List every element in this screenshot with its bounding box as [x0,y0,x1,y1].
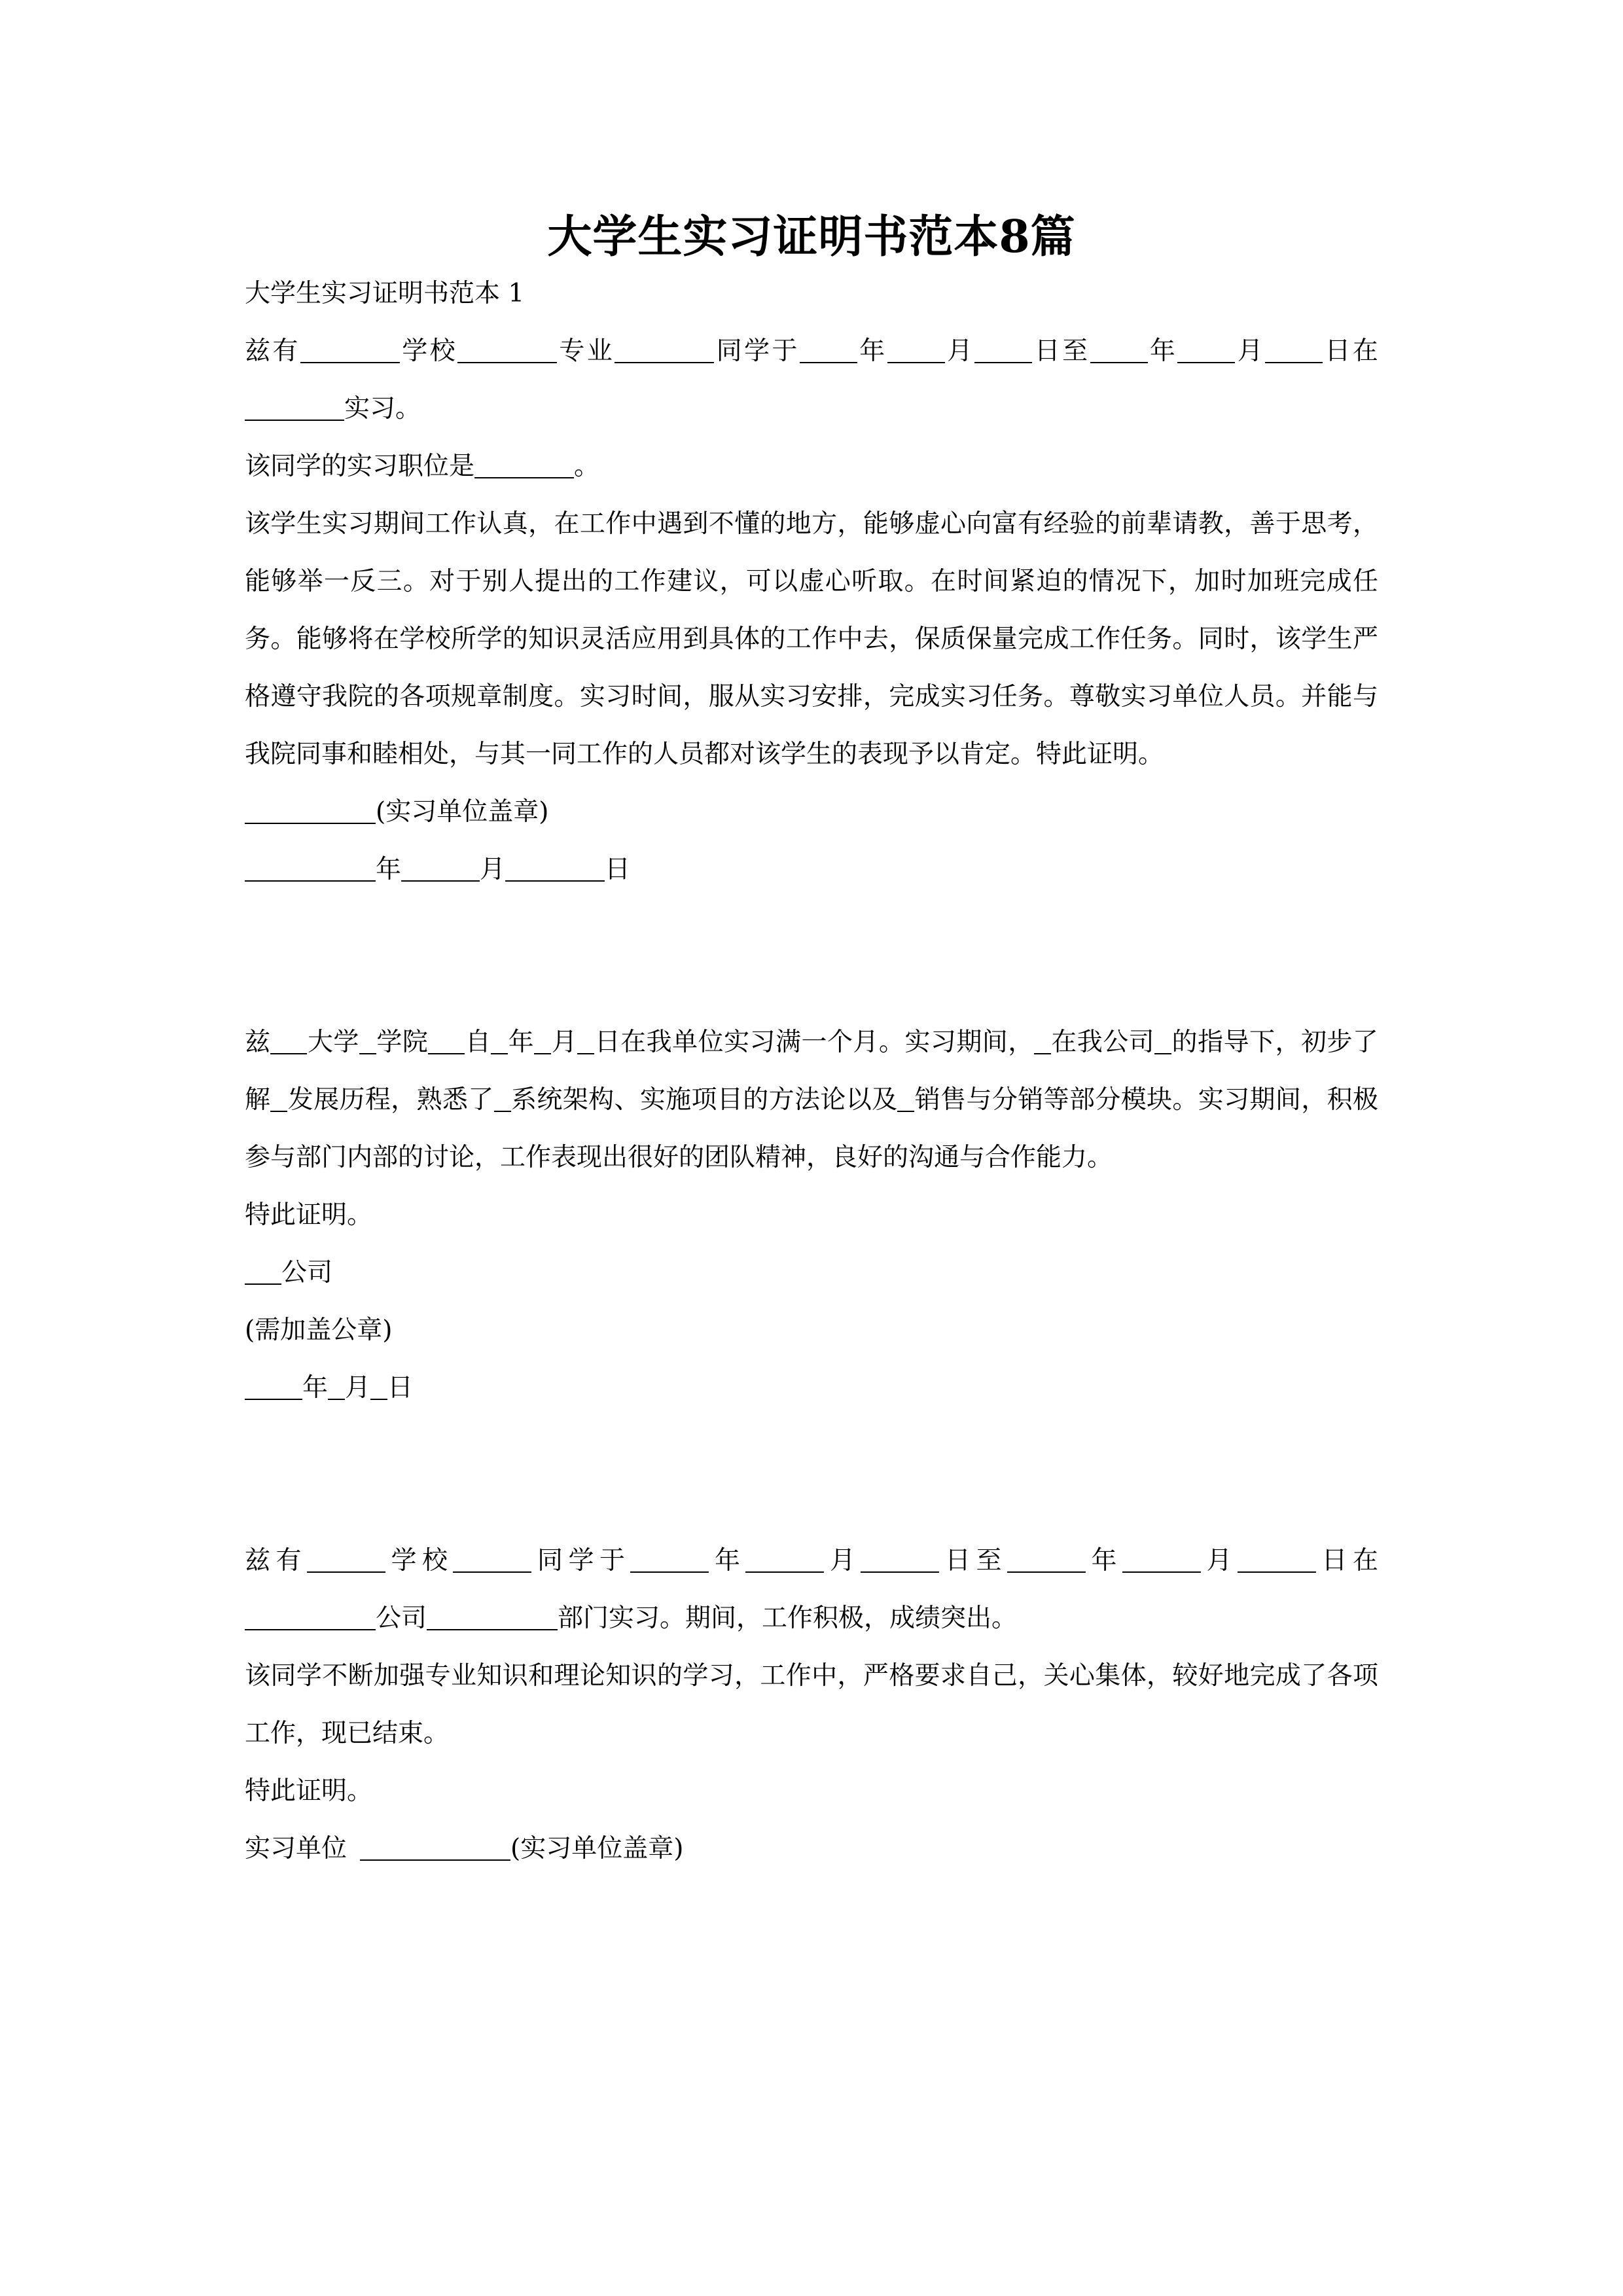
blank-internship-place[interactable] [245,393,344,421]
blank-university[interactable] [270,1027,307,1054]
blank-school3[interactable] [307,1545,385,1573]
sample2-line1-h: 在我公司 [1050,1028,1155,1057]
blank-department3[interactable] [427,1603,558,1630]
blank-sign-month[interactable] [401,854,480,882]
blank-sign-month2[interactable] [328,1372,345,1400]
sample2-line1-j: 发展历程，熟悉了 [287,1085,494,1115]
blank-sign-year[interactable] [245,854,376,882]
blank-end-year3[interactable] [1007,1545,1086,1573]
sample3-line1-b: 学校 [385,1546,454,1575]
sample1-line2-b: 月 [1235,336,1266,366]
sample1-date-month: 月 [480,855,506,884]
sample1-date-year: 年 [376,855,402,884]
sample2-line1-a: 兹 [245,1028,271,1057]
blank-month2[interactable] [534,1027,551,1054]
sample1-line1-f: 月 [944,336,975,366]
blank-year2[interactable] [491,1027,508,1054]
sample3-line1-a: 兹有 [245,1546,307,1575]
sample2-line1-c: 学院 [376,1028,429,1057]
sample2-line1-b: 大学 [307,1028,359,1057]
blank-start-day[interactable] [974,336,1032,363]
blank-start-day3[interactable] [861,1545,939,1573]
sample1-line2-c: 日在 [1323,336,1378,366]
blank-end-day3[interactable] [1238,1545,1316,1573]
sample1-line1-d: 同学于 [714,336,800,366]
sample1-date-day: 日 [605,855,631,884]
sample2-line1-i: 的指导下，初步了解 [245,1028,1378,1115]
blank-unit3[interactable] [360,1833,510,1861]
blank-student2[interactable] [428,1027,465,1054]
sample3-line1-g: 年 [1085,1546,1122,1575]
blank-day2[interactable] [577,1027,594,1054]
sample3-unit-line [245,1820,1378,1878]
sample2-line1-k: 系统架构、实施项目的方法论以及 [510,1085,898,1115]
blank-mentor2[interactable] [1154,1027,1171,1054]
blank-start-year[interactable] [800,336,857,363]
sample3-line1-h: 月 [1200,1546,1238,1575]
sample1-line1-c: 专业 [556,336,615,366]
sample2-date-line [245,1359,1378,1417]
sample2-body-paragraph [245,1014,1378,1187]
blank-intern-name2[interactable] [1034,1027,1051,1054]
section-gap-1 [245,899,1378,1014]
sample3-line1-d: 年 [709,1546,746,1575]
blank-student3[interactable] [453,1545,531,1573]
sample2-date-month: 月 [345,1373,371,1403]
sample1-line1-e: 年 [857,336,887,366]
sample1-seal-note: (实习单位盖章) [376,797,549,827]
sample1-body-paragraph: 该学生实习期间工作认真，在工作中遇到不懂的地方，能够虚心向富有经验的前辈请教，善于思考，能够举一反三。对于别人提出的工作建议，可以虚心听取。在时间紧迫的情况下，加时加班完成任务。能够将在学校所学的知识灵活应用到具体的工作中去，保质保量完成工作任务。同时，该学生严格遵守我院的各项规章制度。实习时间，服从实习安排，完成实习任务。尊敬实习单位人员。并能与我院同事和睦相处，与其一同工作的人员都对该学生的表现予以肯定。特此证明。 [245,509,1378,769]
blank-start-month3[interactable] [745,1545,824,1573]
sample2-line1-g: 日在我单位实习满一个月。实习期间， [594,1028,1034,1057]
sample3-line1-c: 同学于 [531,1546,631,1575]
sample3-unit-label: 实习单位 [245,1834,348,1863]
blank-company2[interactable] [245,1257,281,1285]
sample3-unit-seal: (实习单位盖章) [510,1834,684,1863]
blank-seal-unit[interactable] [245,797,376,824]
sample3-body-paragraph: 该同学不断加强专业知识和理论知识的学习，工作中，严格要求自己，关心集体，较好地完成了各项工作，现已结束。 [245,1661,1378,1748]
sample1-date-line [245,841,1378,899]
sample2-company-line [245,1244,1378,1302]
blank-end-year[interactable] [1090,336,1148,363]
blank-college[interactable] [359,1027,376,1054]
blank-system2[interactable] [494,1085,511,1112]
sample3-line1-i: 日在 [1315,1546,1378,1575]
page-title: 大学生实习证明书范本8篇 [547,211,1076,263]
blank-start-year3[interactable] [630,1545,709,1573]
sample1-line1-a: 兹有 [245,336,300,366]
sample2-line1-f: 月 [551,1028,578,1057]
sample2-line1-e: 年 [508,1028,535,1057]
sample3-line1-f: 日至 [939,1546,1007,1575]
sample1-heading-text: 大学生实习证明书范本 1 [245,279,525,308]
blank-major[interactable] [457,336,557,363]
document-body [245,0,1378,1878]
blank-student-name[interactable] [615,336,714,363]
sample1-line2-d: 实习。 [344,394,421,423]
section-gap-2 [245,1417,1378,1532]
sample1-intro-paragraph [245,323,1378,438]
sample3-line2-b: 部门实习。期间，工作积极，成绩突出。 [558,1604,1018,1633]
sample1-line1-g: 日至 [1032,336,1090,366]
blank-module2[interactable] [897,1085,914,1112]
sample2-date-day: 日 [387,1373,414,1403]
sample2-line1-l: 销售与分销等部分模块。实习期间，积极参与部门内部的讨论，工作表现出很好的团队精神，良好的沟通与合作能力。 [245,1085,1378,1172]
blank-sign-day[interactable] [505,854,605,882]
sample1-line1-b: 学校 [399,336,457,366]
sample3-certify-line: 特此证明。 [245,1776,373,1806]
blank-start-month[interactable] [887,336,945,363]
blank-position[interactable] [474,451,574,478]
sample2-line1-d: 自 [465,1028,491,1057]
blank-school-name[interactable] [300,336,400,363]
blank-end-month[interactable] [1177,336,1235,363]
blank-sign-day2[interactable] [370,1372,387,1400]
sample1-heading [245,265,1378,323]
sample3-line2-a: 公司 [376,1604,427,1633]
blank-company3[interactable] [245,1603,376,1630]
sample3-line1-e: 月 [824,1546,861,1575]
sample2-certify-line: 特此证明。 [245,1200,373,1230]
sample2-seal-note: (需加盖公章) [245,1316,393,1345]
blank-end-day[interactable] [1265,336,1323,363]
sample1-position-label: 该同学的实习职位是 [245,452,475,481]
sample1-line2-a: 年 [1147,336,1178,366]
sample2-date-year: 年 [302,1373,329,1403]
blank-sign-year2[interactable] [245,1372,302,1400]
sample1-position-period: 。 [574,452,600,481]
blank-history2[interactable] [270,1085,287,1112]
sample3-intro-paragraph [245,1532,1378,1647]
blank-end-month3[interactable] [1122,1545,1201,1573]
sample1-seal-line [245,783,1378,841]
sample1-position-line [245,438,1378,495]
sample2-company-label: 公司 [281,1258,333,1287]
